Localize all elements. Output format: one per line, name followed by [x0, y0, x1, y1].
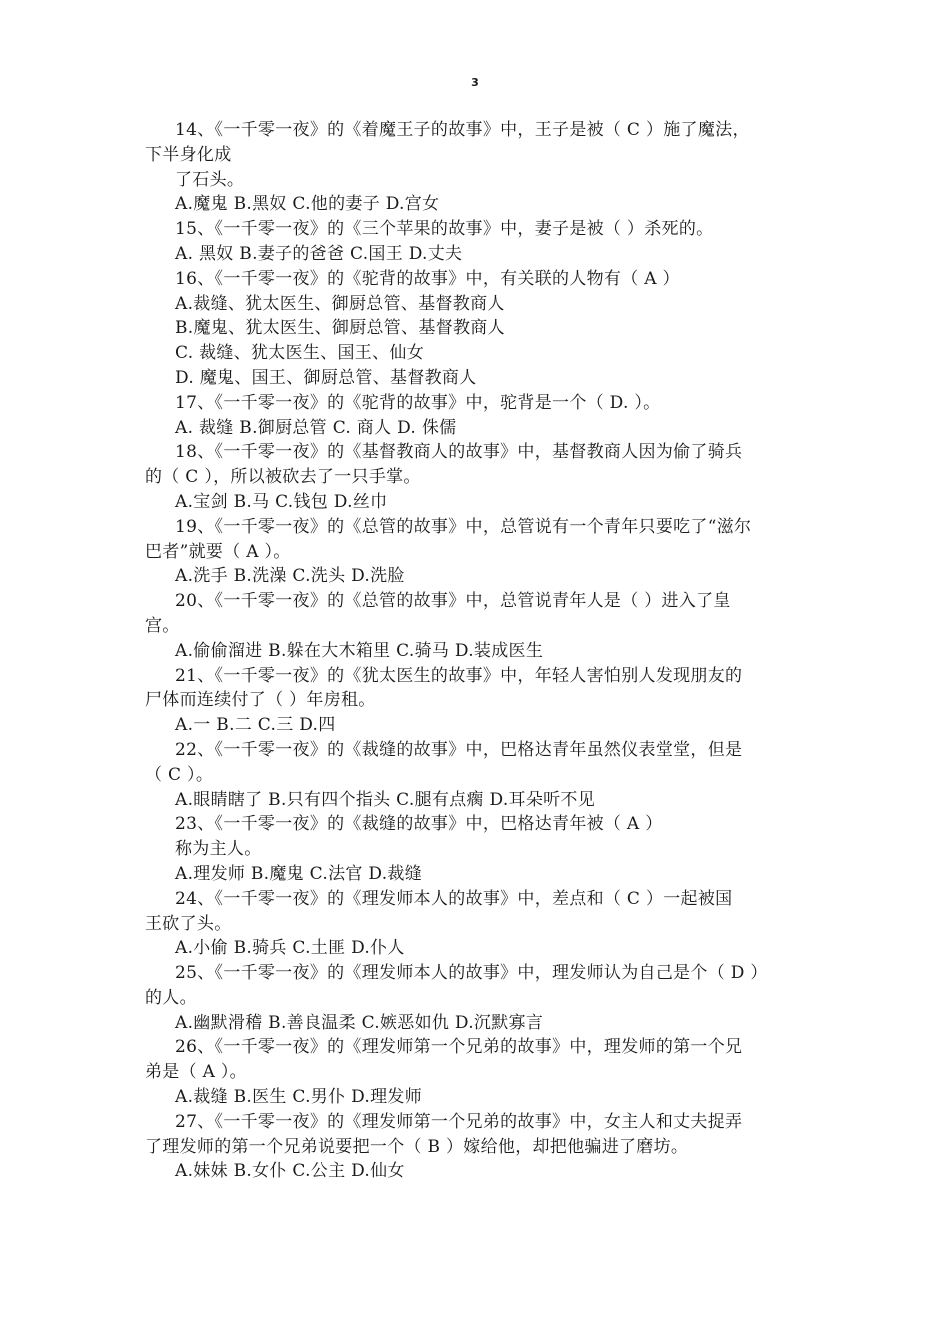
text-line: 15、《一千零一夜》的《三个苹果的故事》中，妻子是被（ ）杀死的。: [175, 219, 714, 240]
text-line: 18、《一千零一夜》的《基督教商人的故事》中，基督教商人因为偷了骑兵: [175, 442, 743, 463]
text-line: 23、《一千零一夜》的《裁缝的故事》中，巴格达青年被（ A ）: [175, 814, 663, 835]
text-line: A.宝剑 B.马 C.钱包 D.丝巾: [175, 491, 388, 512]
text-line: D. 魔鬼、国王、御厨总管、基督教商人: [175, 367, 477, 388]
text-line: 的人。: [145, 987, 197, 1008]
text-line: 24、《一千零一夜》的《理发师本人的故事》中，差点和（ C ）一起被国: [175, 888, 733, 909]
text-line: A.幽默滑稽 B.善良温柔 C.嫉恶如仇 D.沉默寡言: [175, 1012, 544, 1033]
text-line: 22、《一千零一夜》的《裁缝的故事》中，巴格达青年虽然仪表堂堂，但是: [175, 739, 743, 760]
text-line: （ C ）。: [145, 764, 214, 785]
text-line: A.理发师 B.魔鬼 C.法官 D.裁缝: [175, 863, 423, 884]
text-line: 17、《一千零一夜》的《驼背的故事》中，驼背是一个（ D. ）。: [175, 392, 661, 413]
text-line: 21、《一千零一夜》的《犹太医生的故事》中，年轻人害怕别人发现朋友的: [175, 665, 743, 686]
document-body: [145, 118, 810, 1184]
text-line: 14、《一千零一夜》的《着魔王子的故事》中，王子是被（ C ）施了魔法，: [175, 120, 750, 140]
text-line: A.裁缝、犹太医生、御厨总管、基督教商人: [175, 293, 505, 314]
text-line: 弟是（ A ）。: [145, 1062, 247, 1083]
text-line: 25、《一千零一夜》的《理发师本人的故事》中，理发师认为自己是个（ D ）: [175, 963, 768, 984]
text-line: A.魔鬼 B.黑奴 C.他的妻子 D.宫女: [175, 194, 440, 215]
text-line: 19、《一千零一夜》的《总管的故事》中，总管说有一个青年只要吃了“滋尔: [175, 516, 752, 537]
text-line: 尸体而连续付了（ ）年房租。: [145, 690, 376, 711]
text-line: A.一 B.二 C.三 D.四: [175, 715, 336, 736]
text-line: A. 黑奴 B.妻子的爸爸 C.国王 D.丈夫: [175, 243, 463, 264]
text-line: A.裁缝 B.医生 C.男仆 D.理发师: [175, 1087, 423, 1108]
text-line: 了石头。: [175, 169, 245, 190]
text-line: A.妹妹 B.女仆 C.公主 D.仙女: [175, 1161, 405, 1182]
text-line: 下半身化成: [145, 144, 232, 165]
text-line: C. 裁缝、犹太医生、国王、仙女: [175, 343, 425, 364]
text-line: A. 裁缝 B.御厨总管 C. 商人 D. 侏儒: [175, 417, 457, 438]
text-line: A.偷偷溜进 B.躲在大木箱里 C.骑马 D.装成医生: [175, 640, 544, 661]
text-line: B.魔鬼、犹太医生、御厨总管、基督教商人: [175, 318, 505, 339]
text-line: 王砍了头。: [145, 913, 232, 934]
text-line: A.小偷 B.骑兵 C.土匪 D.仆人: [175, 938, 405, 959]
text-line: 的（ C ），所以被砍去了一只手掌。: [145, 467, 421, 488]
text-line: 了理发师的第一个兄弟说要把一个（ B ）嫁给他，却把他骗进了磨坊。: [145, 1136, 689, 1157]
text-line: 称为主人。: [175, 839, 262, 860]
text-line: 16、《一千零一夜》的《驼背的故事》中，有关联的人物有（ A ）: [175, 268, 680, 289]
text-line: A.眼睛瞎了 B.只有四个指头 C.腿有点瘸 D.耳朵听不见: [175, 789, 596, 810]
text-line: A.洗手 B.洗澡 C.洗头 D.洗脸: [175, 566, 405, 587]
text-line: 20、《一千零一夜》的《总管的故事》中，总管说青年人是（ ）进入了皇: [175, 591, 731, 612]
text-line: 26、《一千零一夜》的《理发师第一个兄弟的故事》中，理发师的第一个兄: [175, 1037, 743, 1058]
text-line: 巴者”就要（ A ）。: [145, 541, 291, 562]
page-number: 3: [471, 76, 479, 89]
text-line: 宫。: [145, 615, 180, 636]
text-line: 27、《一千零一夜》的《理发师第一个兄弟的故事》中，女主人和丈夫捉弄: [175, 1111, 743, 1132]
